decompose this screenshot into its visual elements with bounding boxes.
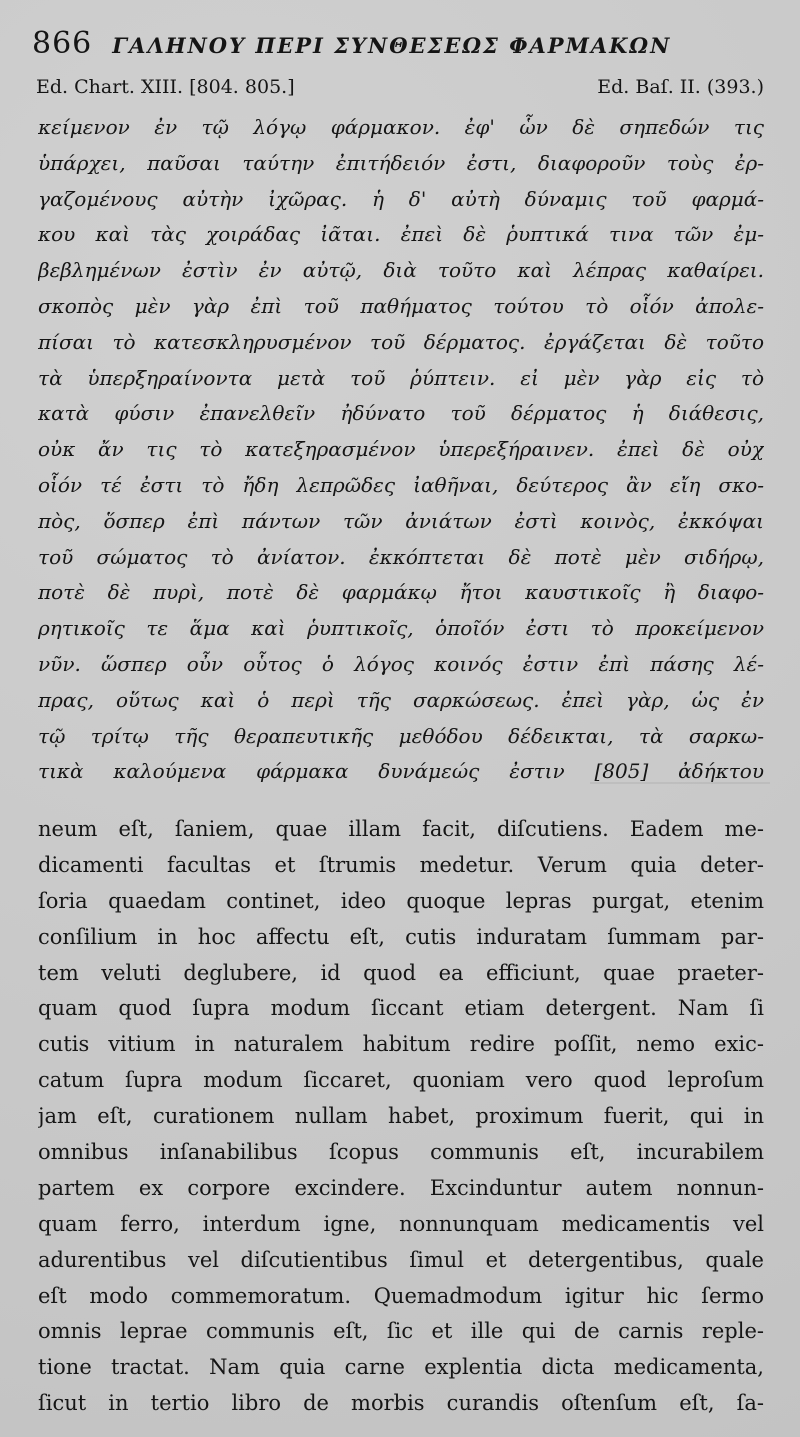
latin-line: cutis vitium in naturalem habitum redire poſſit, nemo exic- — [38, 1032, 764, 1057]
bleed-through-mark — [590, 782, 770, 784]
greek-line: τικὰ καλούμενα φάρμακα δυνάμεώς ἐστιν [805] ἀδήκτου — [38, 759, 764, 784]
latin-line: neum eſt, ſaniem, quae illam facit, diſcutiens. Eadem me- — [38, 817, 764, 841]
latin-line: omnibus inſanabilibus ſcopus communis eſt, incurabilem — [38, 1140, 764, 1165]
latin-line: quam ferro, interdum igne, nonnunquam medicamentis vel — [38, 1211, 764, 1236]
greek-line: οὐκ ἄν τις τὸ κατεξηρασμένον ὑπερεξήραινεν. ἐπεὶ δὲ οὐχ — [38, 437, 764, 462]
greek-line: τὰ ὑπερξηραίνοντα μετὰ τοῦ ῥύπτειν. εἰ μὲν γὰρ εἰς τὸ — [38, 365, 764, 390]
greek-line: κατὰ φύσιν ἐπανελθεῖν ἠδύνατο τοῦ δέρματος ἡ διάθεσις, — [38, 401, 764, 426]
greek-line: πίσαι τὸ κατεσκληρυσμένον τοῦ δέρματος. ἐργάζεται δὲ τοῦτο — [38, 329, 764, 354]
latin-line: catum ſupra modum ſiccaret, quoniam vero quod leproſum — [38, 1068, 764, 1093]
latin-line: eſt modo commemoratum. Quemadmodum igitur hic ſermo — [38, 1283, 764, 1308]
greek-line: κου καὶ τὰς χοιράδας ἰᾶται. ἐπεὶ δὲ ῥυπτικά τινα τῶν ἐμ- — [38, 222, 764, 247]
latin-line: conſilium in hoc affectu eſt, cutis induratam ſummam par- — [38, 924, 764, 949]
latin-text-block — [38, 812, 764, 1422]
greek-line: ποτὲ δὲ πυρὶ, ποτὲ δὲ φαρμάκῳ ἤτοι καυστικοῖς ἢ διαφο- — [38, 580, 764, 605]
greek-line: γαζομένους αὐτὴν ἰχῶρας. ἡ δ' αὐτὴ δύναμις τοῦ φαρμά- — [38, 186, 764, 211]
latin-line: omnis leprae communis eſt, ſic et ille qui de carnis reple- — [38, 1319, 764, 1344]
greek-line: ὑπάρχει, παῦσαι ταύτην ἐπιτήδειόν ἐστι, διαφοροῦν τοὺς ἐρ- — [38, 150, 764, 175]
latin-line: adurentibus vel diſcutientibus ſimul et detergentibus, quale — [38, 1247, 764, 1272]
latin-line: ſoria quaedam continet, ideo quoque lepras purgat, etenim — [38, 888, 764, 913]
latin-line: tem veluti deglubere, id quod ea efficiunt, quae praeter- — [38, 960, 764, 985]
greek-line: πρας, οὕτως καὶ ὁ περὶ τῆς σαρκώσεως. ἐπεὶ γὰρ, ὡς ἐν — [38, 687, 764, 712]
running-head — [32, 26, 772, 66]
greek-text-block — [38, 110, 764, 790]
latin-line: tione tractat. Nam quia carne explentia dicta medicamenta, — [38, 1355, 764, 1380]
latin-line: jam eſt, curationem nullam habet, proximum fuerit, qui in — [38, 1104, 764, 1129]
edition-references — [36, 76, 764, 106]
greek-line: ρητικοῖς τε ἅμα καὶ ῥυπτικοῖς, ὁποῖόν ἐστι τὸ προκείμενον — [38, 616, 764, 641]
greek-line: τοῦ σώματος τὸ ἀνίατον. ἐκκόπτεται δὲ ποτὲ μὲν σιδήρῳ, — [38, 544, 764, 569]
latin-line: ſicut in tertio libro de morbis curandis oſtenſum eſt, ſa- — [38, 1391, 764, 1416]
latin-line: partem ex corpore excindere. Excinduntur autem nonnun- — [38, 1175, 764, 1200]
latin-line: dicamenti facultas et ſtrumis medetur. Verum quia deter- — [38, 852, 764, 877]
greek-line: σκοπὸς μὲν γὰρ ἐπὶ τοῦ παθήματος τούτου τὸ οἷόν ἀπολε- — [38, 293, 764, 318]
greek-line: τῷ τρίτῳ τῆς θεραπευτικῆς μεθόδου δέδεικται, τὰ σαρκω- — [38, 723, 764, 748]
greek-line: κείμενον ἐν τῷ λόγῳ φάρμακον. ἐφ' ὧν δὲ σηπεδών τις — [38, 115, 764, 139]
latin-line: quam quod ſupra modum ſiccant etiam detergent. Nam ſi — [38, 996, 764, 1021]
page-number: 866 — [32, 26, 93, 61]
chartier-edition-ref: Ed. Chart. XIII. [804. 805.] — [36, 76, 295, 98]
greek-line: βεβλημένων ἐστὶν ἐν αὐτῷ, διὰ τοῦτο καὶ λέπρας καθαίρει. — [38, 258, 764, 283]
greek-line: νῦν. ὥσπερ οὖν οὗτος ὁ λόγος κοινός ἐστιν ἐπὶ πάσης λέ- — [38, 651, 764, 676]
greek-line: οἷόν τέ ἐστι τὸ ἤδη λεπρῶδες ἰαθῆναι, δεύτερος ἂν εἴη σκο- — [38, 472, 764, 497]
basel-edition-ref: Ed. Baſ. II. (393.) — [597, 76, 764, 98]
running-title: ΓΑΛΗΝΟΥ ΠΕΡΙ ΣΥΝΘΕΣΕΩΣ ΦΑΡΜΑΚΩΝ — [112, 33, 672, 58]
greek-line: πὸς, ὅσπερ ἐπὶ πάντων τῶν ἀνιάτων ἐστὶ κοινὸς, ἐκκόψαι — [38, 508, 764, 533]
